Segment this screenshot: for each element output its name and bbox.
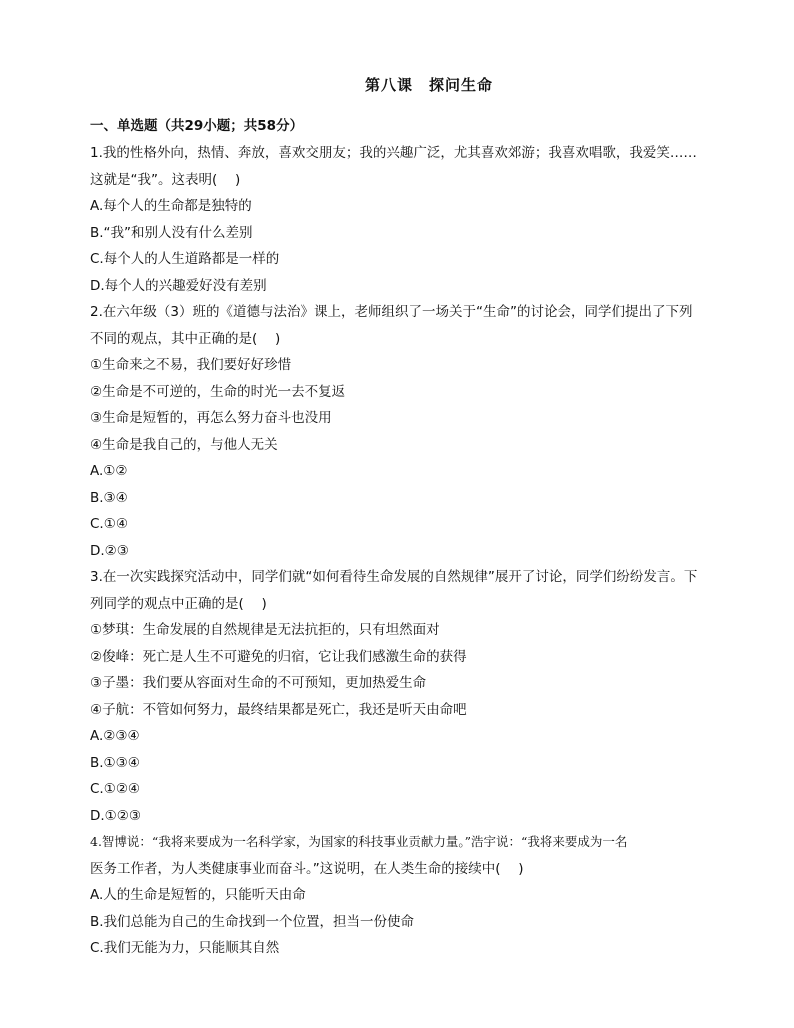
- answer-option-d: D.②③: [90, 542, 129, 559]
- answer-option-a: A.每个人的生命都是独特的: [90, 198, 252, 214]
- question-stem-line: 列同学的观点中正确的是( ): [90, 595, 267, 612]
- question-stem-line: 4.智博说：“我将来要成为一名科学家，为国家的科技事业贡献力量。”浩宇说：“我将来要成为一名: [90, 834, 628, 849]
- answer-option-a: A.人的生命是短暂的，只能听天由命: [90, 887, 306, 903]
- question-stem-line: 这就是“我”。这表明( ): [90, 171, 241, 188]
- statement-1: ①梦琪：生命发展的自然规律是无法抗拒的，只有坦然面对: [90, 622, 440, 638]
- question-list: [90, 140, 710, 962]
- question-stem-line: 1.我的性格外向，热情、奔放，喜欢交朋友；我的兴趣广泛，尤其喜欢郊游；我喜欢唱歌，我爱笑……: [90, 145, 697, 161]
- answer-option-c: C.我们无能为力，只能顺其自然: [90, 940, 280, 956]
- question-stem-line: 3.在一次实践探究活动中，同学们就“如何看待生命发展的自然规律”展开了讨论，同学们纷纷发言。下: [90, 569, 698, 585]
- section-heading: 一、单选题（共29小题；共58分）: [90, 118, 304, 134]
- answer-option-d: D.①②③: [90, 807, 141, 824]
- answer-option-d: D.每个人的兴趣爱好没有差别: [90, 277, 267, 294]
- question-stem-line: 2.在六年级（3）班的《道德与法治》课上，老师组织了一场关于“生命”的讨论会，同学们提出了下列: [90, 304, 693, 320]
- answer-option-c: C.①④: [90, 516, 128, 532]
- statement-4: ④子航：不管如何努力，最终结果都是死亡，我还是听天由命吧: [90, 701, 467, 718]
- statement-1: ①生命来之不易，我们要好好珍惜: [90, 357, 292, 373]
- question-stem-line: 不同的观点，其中正确的是( ): [90, 330, 281, 347]
- statement-3: ③子墨：我们要从容面对生命的不可预知，更加热爱生命: [90, 675, 427, 691]
- question-2: [90, 299, 710, 564]
- answer-option-b: B.①③④: [90, 754, 140, 771]
- question-1: [90, 140, 710, 299]
- answer-option-b: B.我们总能为自己的生命找到一个位置，担当一份使命: [90, 913, 415, 930]
- statement-2: ②生命是不可逆的，生命的时光一去不复返: [90, 383, 346, 400]
- question-4: [90, 829, 710, 962]
- answer-option-b: B.“我”和别人没有什么差别: [90, 224, 253, 241]
- question-stem-line: 医务工作者，为人类健康事业而奋斗。”这说明，在人类生命的接续中( ): [90, 860, 524, 877]
- page-title: 第八课 探问生命: [364, 76, 493, 94]
- answer-option-c: C.每个人的人生道路都是一样的: [90, 251, 280, 267]
- question-3: [90, 564, 710, 829]
- answer-option-c: C.①②④: [90, 781, 141, 797]
- answer-option-a: A.①②: [90, 463, 128, 479]
- statement-3: ③生命是短暂的，再怎么努力奋斗也没用: [90, 410, 332, 426]
- answer-option-b: B.③④: [90, 489, 128, 506]
- answer-option-a: A.②③④: [90, 728, 140, 744]
- statement-4: ④生命是我自己的，与他人无关: [90, 436, 278, 453]
- statement-2: ②俊峰：死亡是人生不可避免的归宿，它让我们感激生命的获得: [90, 648, 467, 665]
